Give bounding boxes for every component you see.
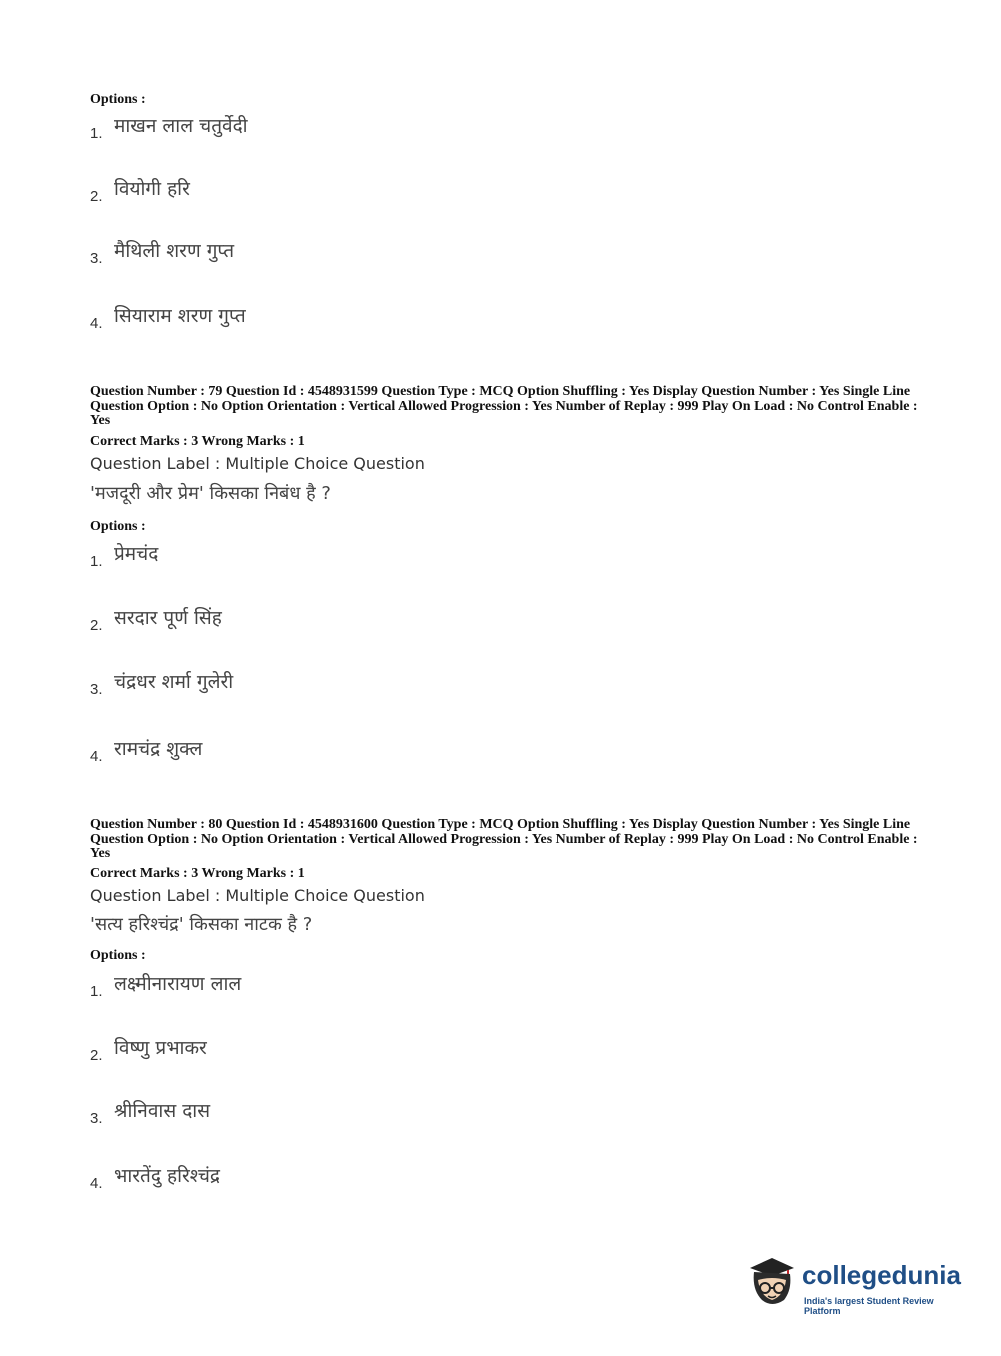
option-number: 1. (90, 125, 103, 142)
collegedunia-logo (742, 1250, 972, 1316)
question-text: 'मजदूरी और प्रेम' किसका निबंध है ? (90, 483, 331, 504)
option-text: वियोगी हरि (114, 178, 190, 200)
question-meta: Question Number : 79 Question Id : 4548931599 Question Type : MCQ Option Shuffling : Yes Display Question Number : Yes Single Line Question Option : No Option Orientation : Vertical Allowed Progression : Yes Number of Replay : 999 Play On Load : No Control Enable : Yes (90, 384, 918, 428)
option-number: 2. (90, 1047, 103, 1064)
option-text: भारतेंदु हरिश्चंद्र (114, 1165, 221, 1187)
option-number: 2. (90, 188, 103, 205)
options-label: Options : (90, 948, 146, 963)
option-number: 2. (90, 617, 103, 634)
mascot-icon (742, 1250, 802, 1310)
option-text: लक्ष्मीनारायण लाल (114, 973, 242, 995)
question-label: Question Label : Multiple Choice Question (90, 886, 425, 905)
option-text: रामचंद्र शुक्ल (114, 738, 203, 760)
option-text: मैथिली शरण गुप्त (114, 240, 235, 262)
option-number: 3. (90, 1110, 103, 1127)
options-label: Options : (90, 519, 146, 534)
option-number: 3. (90, 681, 103, 698)
option-text: श्रीनिवास दास (114, 1100, 211, 1122)
option-text: विष्णु प्रभाकर (114, 1037, 207, 1059)
question-marks: Correct Marks : 3 Wrong Marks : 1 (90, 434, 305, 449)
question-meta: Question Number : 80 Question Id : 4548931600 Question Type : MCQ Option Shuffling : Yes Display Question Number : Yes Single Line Question Option : No Option Orientation : Vertical Allowed Progression : Yes Number of Replay : 999 Play On Load : No Control Enable : Yes (90, 817, 918, 861)
option-number: 4. (90, 315, 103, 332)
option-number: 3. (90, 250, 103, 267)
option-text: चंद्रधर शर्मा गुलेरी (114, 671, 234, 693)
option-number: 4. (90, 1175, 103, 1192)
option-number: 1. (90, 553, 103, 570)
option-number: 4. (90, 748, 103, 765)
option-text: प्रेमचंद (114, 543, 159, 565)
logo-tagline: India's largest Student Review Platform (804, 1296, 934, 1316)
option-number: 1. (90, 983, 103, 1000)
options-label: Options : (90, 92, 146, 107)
logo-brand-text: collegedunia (802, 1260, 961, 1290)
question-text: 'सत्य हरिश्चंद्र' किसका नाटक है ? (90, 914, 313, 935)
option-text: सियाराम शरण गुप्त (114, 305, 246, 327)
option-text: सरदार पूर्ण सिंह (114, 607, 222, 629)
option-text: माखन लाल चतुर्वेदी (114, 115, 248, 137)
question-marks: Correct Marks : 3 Wrong Marks : 1 (90, 866, 305, 881)
question-label: Question Label : Multiple Choice Question (90, 454, 425, 473)
